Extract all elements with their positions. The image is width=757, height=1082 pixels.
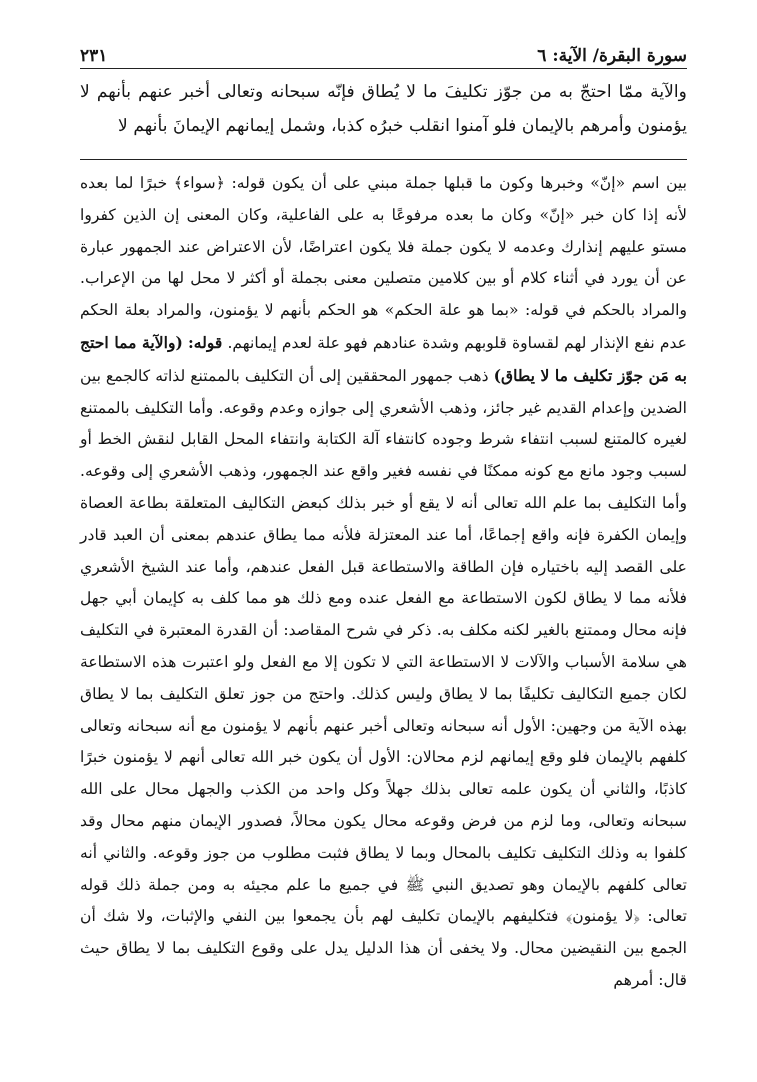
footnote-separator [80, 159, 687, 160]
commentary-paragraph [80, 168, 687, 997]
main-text-paragraph: والآية ممّا احتجّ به من جوّز تكليفَ ما لا يُطاق فإنّه سبحانه وتعالى أخبر عنهم بأنهم لا يؤمنون وأمرهم بالإيمان فلو آمنوا انقلب خبرُه كذبا، وشمل إيمانهم الإيمانَ بأنهم لا [80, 82, 687, 136]
commentary [80, 168, 687, 997]
commentary-bold-quote: (والآية مما احتج به مَن جوّز تكليف ما لا يطاق) [80, 332, 687, 385]
running-title: سورة البقرة/ الآية: ٦ [537, 46, 687, 66]
main-text [80, 75, 687, 143]
page-header [80, 32, 687, 69]
commentary-bold-label: قوله: [187, 332, 223, 352]
commentary-text-1: بين اسم «إنّ» وخبرها وكون ما قبلها جملة مبني على أن يكون قوله: ﴿سواء﴾ خبرًا لما بعده لأنه إذا كان خبر «إنّ» وكان ما بعده مرفوعًا به على الفاعلية، وكان المعنى إن الذين كفروا مستو عليهم إنذارك وعدمه لا يكون جملة فلا يكون اعتراضًا، لأن الاعتراض عند الجمهور عبارة عن أن يورد في أثناء كلام أو بين كلامين متصلين معنى بجملة أو أكثر لا محل لها من الإعراب. والمراد بالحكم في قوله: «بما هو علة الحكم» هو الحكم بأنهم لا يؤمنون، والمراد بعلة الحكم عدم نفع الإنذار لهم لقساوة قلوبهم وشدة عنادهم فهو علة لعدم إيمانهم. [80, 174, 687, 352]
commentary-text-2: ذهب جمهور المحققين إلى أن التكليف بالممتنع لذاته كالجمع بين الضدين وإعدام القديم غير جائز، وذهب الأشعري إلى جوازه وعدم وقوعه. وأما التكليف بالممتنع لغيره كالمتنع لسبب انتفاء شرط وجوده كانتفاء آلة الكتابة وانتفاء المحل القابل لنقش الخط أو لسبب وجود مانع مع كونه ممكنًا في نفسه فغير واقع عند الجمهور، وذهب الأشعري إلى وقوعه. وأما التكليف بما علم الله تعالى أنه لا يقع أو خبر بذلك كبعض التكاليف المتعلقة بطاعة العصاة وإيمان الكفرة فإنه واقع إجماعًا، أما عند المعتزلة فلأنه مما يطاق عندهم بمعنى أن العبد قادر على القصد إليه باختياره فإن الطاقة والاستطاعة قبل الفعل عندهم، وأما عند الشيخ الأشعري فلأنه مما لا يطاق لكون الاستطاعة مع الفعل عنده ومع ذلك هو مما كلف به كإيمان أبي جهل فإنه محال وممتنع بالغير لكنه مكلف به. ذكر في شرح المقاصد: أن القدرة المعتبرة في التكليف هي سلامة الأسباب والآلات لا الاستطاعة التي لا تكون إلا مع الفعل ولو اعتبرت هذه الاستطاعة لكان جميع التكاليف تكليفًا بما لا يطاق وليس كذلك. واحتج من جوز تعلق التكليف بما لا يطاق بهذه الآية من وجهين: الأول أنه سبحانه وتعالى أخبر عنهم بأنهم لا يؤمنون مع أنه سبحانه وتعالى كلفهم بالإيمان فلو وقع إيمانهم لزم محالان: الأول أن يكون خبر الله تعالى أنهم لا يؤمنون خبرًا كاذبًا، والثاني أن يكون علمه تعالى بذلك جهلاً وكل واحد من الكذب والجهل محال على الله سبحانه وتعالى، وما لزم من فرض وقوعه محال يكون محالاً، فصدور الإيمان منهم محال وقد كلفوا به وذلك التكليف تكليف بالمحال وبما لا يطاق فثبت مطلوب من جوز وقوعه. والثاني أنه تعالى كلفهم بالإيمان وهو تصديق النبي ﷺ في جميع ما علم مجيئه به ومن جملة ذلك قوله تعالى: ﴿لا يؤمنون﴾ فتكليفهم بالإيمان تكليف لهم بأن يجمعوا بين النفي والإثبات، ولا شك أن الجمع بين النقيضين محال. ولا يخفى أن هذا الدليل يدل على وقوع التكليف بما لا يطاق حيث قال: أمرهم [80, 366, 687, 989]
page-number: ٢٣١ [80, 46, 108, 66]
